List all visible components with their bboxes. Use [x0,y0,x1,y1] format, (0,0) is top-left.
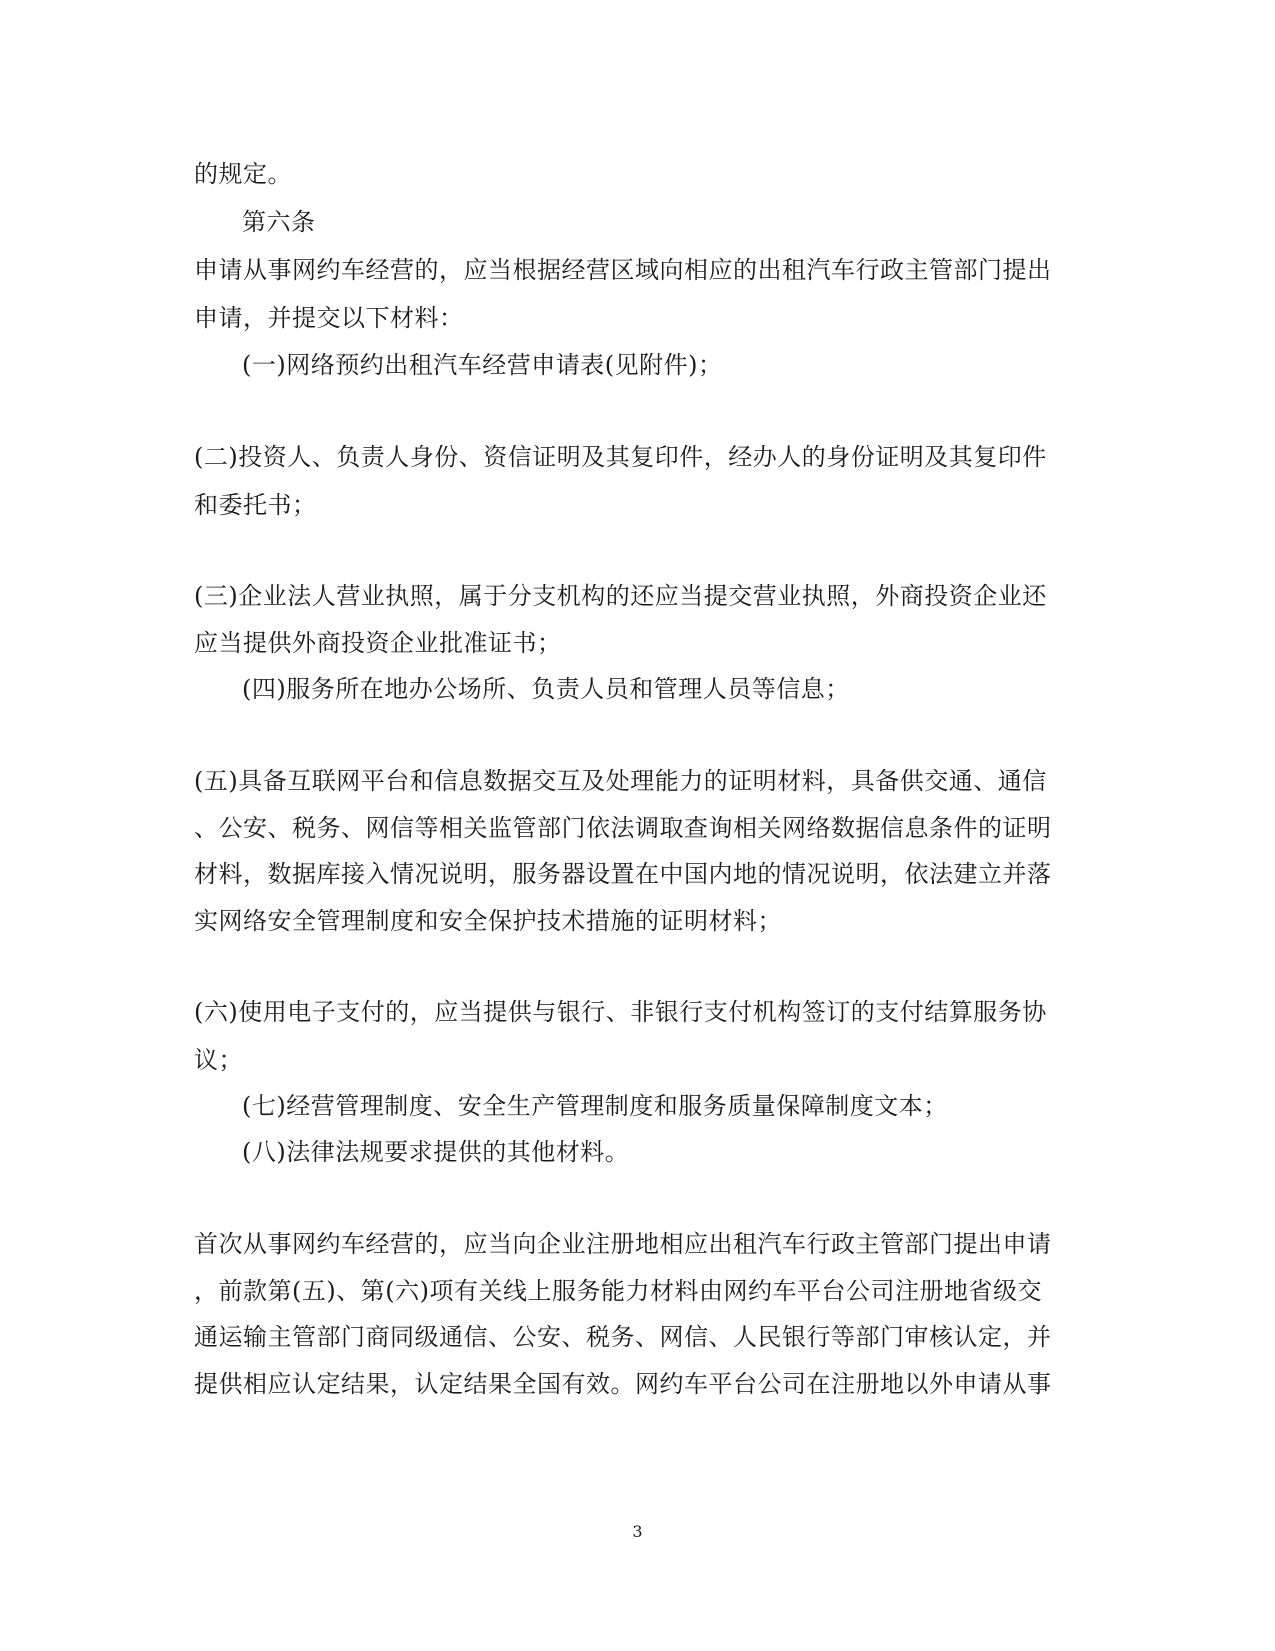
list-item: (五)具备互联网平台和信息数据交互及处理能力的证明材料，具备供交通、通信 [194,767,1047,795]
text-line: 议； [194,1046,243,1074]
list-item: (三)企业法人营业执照，属于分支机构的还应当提交营业执照，外商投资企业还 [194,582,1047,610]
list-item: (六)使用电子支付的，应当提供与银行、非银行支付机构签订的支付结算服务协 [194,998,1047,1026]
text-line: 和委托书； [194,491,317,519]
text-line: 申请，并提交以下材料： [194,304,464,332]
text-line: 应当提供外商投资企业批准证书； [194,629,562,657]
text-line: 提供相应认定结果，认定结果全国有效。网约车平台公司在注册地以外申请从事 [194,1370,1052,1398]
page-number: 3 [632,1522,643,1541]
text-line: 、公安、税务、网信等相关监管部门依法调取查询相关网络数据信息条件的证明 [194,814,1052,842]
text-line: 材料，数据库接入情况说明，服务器设置在中国内地的情况说明，依法建立并落 [194,860,1052,888]
list-item: (八)法律法规要求提供的其他材料。 [242,1138,630,1166]
text-line: 首次从事网约车经营的，应当向企业注册地相应出租汽车行政主管部门提出申请 [194,1230,1052,1258]
list-item: (七)经营管理制度、安全生产管理制度和服务质量保障制度文本； [242,1092,948,1120]
text-line: ，前款第(五)、第(六)项有关线上服务能力材料由网约车平台公司注册地省级交 [194,1277,1042,1305]
article-heading: 第六条 [242,208,316,236]
text-line: 实网络安全管理制度和安全保护技术措施的证明材料； [194,907,782,935]
text-line: 通运输主管部门商同级通信、公安、税务、网信、人民银行等部门审核认定，并 [194,1323,1052,1351]
list-item: (一)网络预约出租汽车经营申请表(见附件)； [242,351,723,379]
list-item: (四)服务所在地办公场所、负责人员和管理人员等信息； [242,675,850,703]
text-line: 的规定。 [194,160,292,188]
list-item: (二)投资人、负责人身份、资信证明及其复印件，经办人的身份证明及其复印件 [194,443,1047,471]
text-line: 申请从事网约车经营的，应当根据经营区域向相应的出租汽车行政主管部门提出 [194,256,1052,284]
